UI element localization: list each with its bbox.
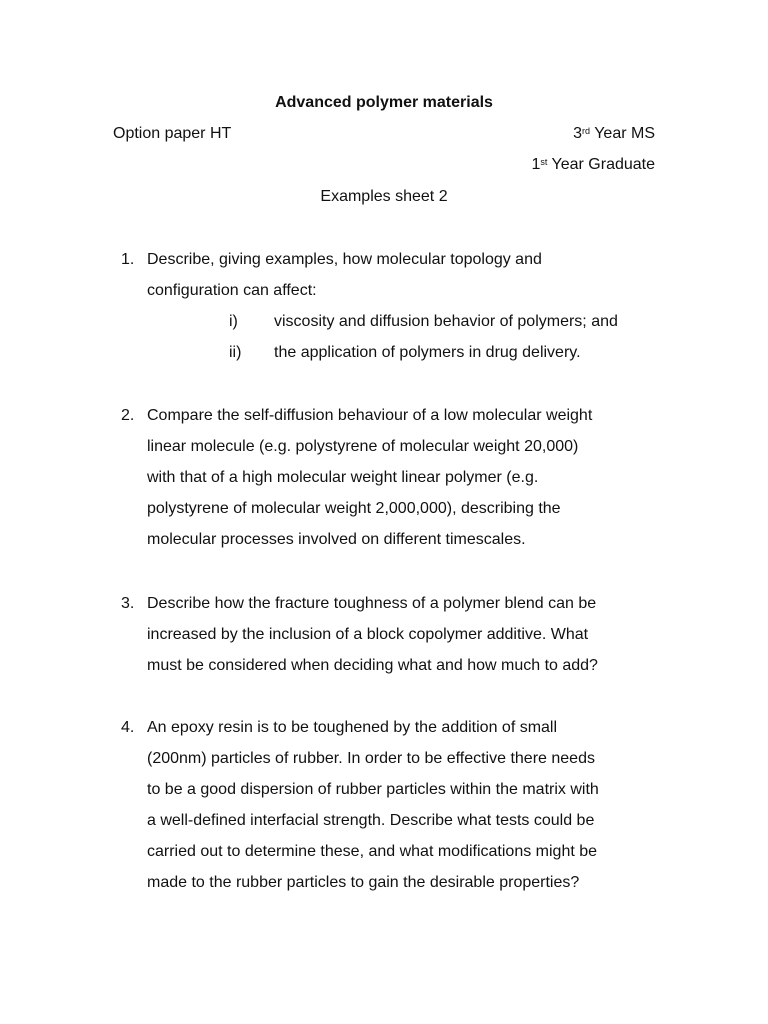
question-number: 2.: [121, 407, 135, 424]
sub-item: [147, 337, 661, 368]
year-graduate-label: [531, 155, 655, 175]
question-line: made to the rubber particles to gain the desirable properties?: [147, 874, 580, 891]
question-body: [147, 588, 661, 681]
question-number: 4.: [121, 719, 135, 736]
question-line: (200nm) particles of rubber. In order to be effective there needs: [147, 750, 595, 767]
question-line: to be a good dispersion of rubber particles within the matrix with: [147, 781, 599, 798]
year-ms-text: Year MS: [590, 125, 655, 142]
question-line: molecular processes involved on different timescales.: [147, 531, 526, 548]
question-line: a well-defined interfacial strength. Describe what tests could be: [147, 812, 595, 829]
question-line: increased by the inclusion of a block copolymer additive. What: [147, 626, 589, 643]
year-graduate-text: Year Graduate: [547, 156, 655, 173]
sub-item-text: the application of polymers in drug delivery.: [274, 344, 581, 361]
question-line: must be considered when deciding what and how much to add?: [147, 657, 598, 674]
question-line: with that of a high molecular weight linear polymer (e.g.: [147, 469, 539, 486]
question-4: [121, 712, 661, 898]
question-line: An epoxy resin is to be toughened by the addition of small: [147, 719, 558, 736]
question-body: [147, 400, 661, 555]
question-number: 3.: [121, 595, 135, 612]
sheet-subtitle: Examples sheet 2: [320, 188, 448, 205]
sub-item-text: viscosity and diffusion behavior of polymers; and: [274, 313, 618, 330]
year-ms-number: 3: [573, 125, 583, 142]
question-line: Compare the self-diffusion behaviour of a low molecular weight: [147, 407, 593, 424]
sub-item-label: ii): [229, 344, 242, 361]
question-line: linear molecule (e.g. polystyrene of molecular weight 20,000): [147, 438, 579, 455]
question-line: Describe how the fracture toughness of a polymer blend can be: [147, 595, 597, 612]
sub-item: [147, 306, 661, 337]
year-graduate-number: 1: [531, 156, 541, 173]
question-2: [121, 400, 661, 555]
question-body: [147, 244, 661, 368]
year-graduate-ordinal: st: [540, 157, 548, 167]
option-paper-label: Option paper HT: [113, 125, 232, 142]
year-ms-ordinal: rd: [582, 126, 591, 136]
question-1: [121, 244, 661, 368]
question-number: 1.: [121, 251, 135, 268]
year-ms-label: [573, 124, 655, 144]
question-line: carried out to determine these, and what modifications might be: [147, 843, 598, 860]
question-3: [121, 588, 661, 681]
sub-item-label: i): [229, 313, 238, 330]
question-line: configuration can affect:: [147, 282, 317, 299]
document-title: Advanced polymer materials: [275, 94, 493, 111]
question-line: polystyrene of molecular weight 2,000,000), describing the: [147, 500, 561, 517]
question-body: [147, 712, 661, 898]
question-line: Describe, giving examples, how molecular topology and: [147, 251, 542, 268]
